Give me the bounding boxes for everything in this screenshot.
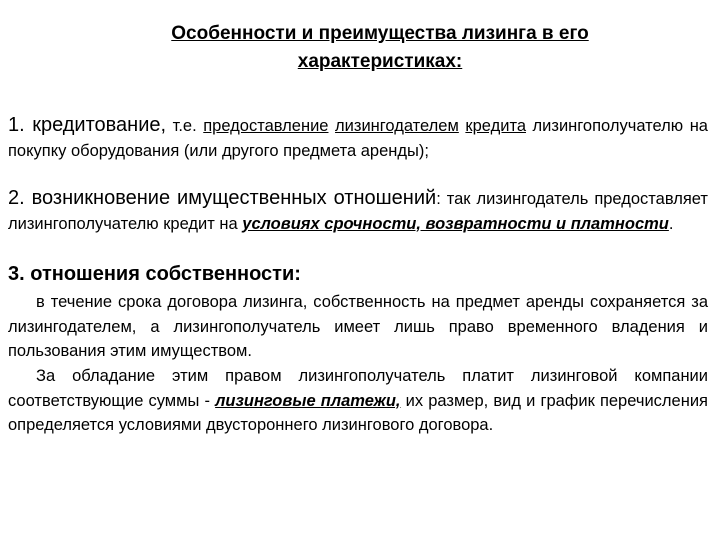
item-2-paragraph xyxy=(8,186,708,236)
item-1-paragraph xyxy=(8,113,708,163)
item-1-label: 1. кредитование, xyxy=(8,114,167,136)
item-3-heading: 3. отношения собственности: xyxy=(8,263,301,285)
item-1-underlined-1: предоставление xyxy=(203,117,329,135)
payments-paragraph xyxy=(8,364,708,438)
ownership-text: в течение срока договора лизинга, собственность на предмет аренды сохраняется за лизингодателем, а лизингополучатель имеет лишь право временного владения и пользования этим имуществом. xyxy=(8,293,708,360)
item-2-text: : так лизингодатель предоставляет лизингополучателю кредит на xyxy=(8,190,708,233)
title-line-1: Особенности и преимущества лизинга в его xyxy=(171,23,589,44)
item-2-emphasis: условиях срочности, возвратности и платности xyxy=(242,214,669,233)
item-1-rest: лизингополучателю на покупку оборудования (или другого предмета аренды); xyxy=(8,117,708,160)
item-1-te: т.е. xyxy=(166,117,204,135)
item-2-end: . xyxy=(668,214,674,233)
item-3-heading-block xyxy=(8,262,708,288)
item-1-underlined-3: кредита xyxy=(465,117,526,135)
payments-end: их размер, вид и график перечисления определяется условиями двустороннего лизингового договора. xyxy=(8,391,708,434)
slide-title xyxy=(100,20,660,76)
payments-start: За обладание этим правом лизингополучатель платит лизинговой компании соответствующие суммы - xyxy=(8,367,708,410)
ownership-paragraph xyxy=(8,290,708,364)
item-2-label: 2. возникновение имущественных отношений xyxy=(8,187,437,209)
item-1-underlined-2: лизингодателем xyxy=(335,117,459,135)
title-line-2: характеристиках: xyxy=(297,51,463,72)
payments-emphasis: лизинговые платежи, xyxy=(215,391,401,410)
